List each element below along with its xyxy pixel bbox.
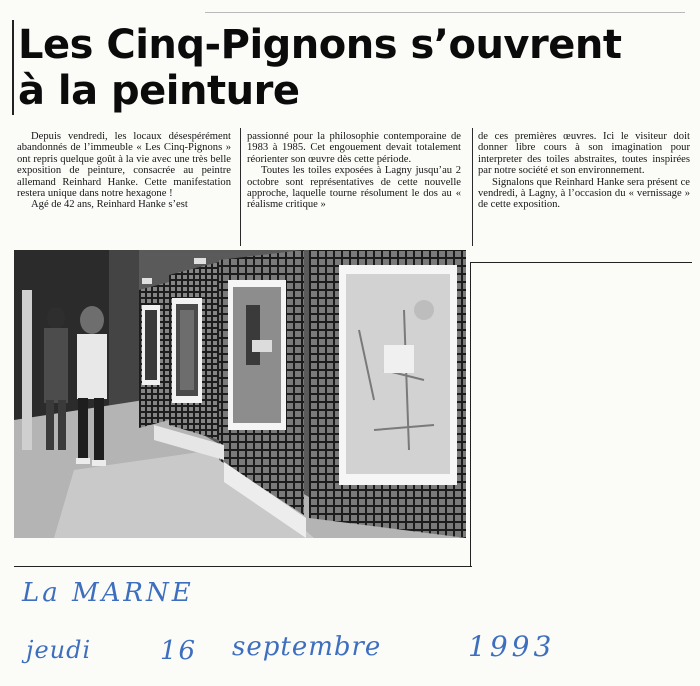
article-column-3: [478, 131, 690, 211]
column-1-paragraph-2: Agé de 42 ans, Reinhard Hanke s’est: [31, 199, 188, 211]
column-2-paragraph-2: Toutes les toiles exposées à Lagny jusqu’au 2 octobre sont représentatives de cette nouvelle approche, laquelle tourne résolument le dos au « réalisme critique »: [247, 165, 461, 211]
headline: [18, 22, 688, 114]
column-divider: [240, 128, 241, 246]
handwritten-newspaper-name: La MARNE: [22, 578, 194, 608]
column-3-paragraph-2: Signalons que Reinhard Hanke sera présent ce vendredi, à Lagny, à l’occasion du « vernissage » de cette exposition.: [478, 176, 690, 211]
headline-line-2: à la peinture: [18, 68, 300, 114]
article-column-2: [247, 131, 461, 211]
headline-line-1: Les Cinq-Pignons s’ouvrent: [18, 22, 622, 68]
handwritten-year: 1993: [468, 630, 556, 663]
handwritten-day: jeudi: [26, 636, 92, 664]
handwritten-date-number: 16: [160, 636, 198, 666]
column-3-paragraph-1: de ces premières œuvres. Ici le visiteur doit donner libre cours à son imagination pour interpreter des toiles abstraites, toutes inspirées par notre société et son environnement.: [478, 131, 690, 177]
top-rule: [205, 12, 685, 13]
article-column-1: [17, 131, 231, 211]
photo-bottom-rule: [14, 566, 472, 567]
article-rule: [470, 262, 692, 263]
exhibition-photo: [14, 250, 466, 538]
column-2-paragraph-1: passionné pour la philosophie contemporaine de 1983 à 1985. Cet engouement devait totalement réorienter son œuvre dès cette période.: [247, 131, 461, 165]
column-1-paragraph-1: Depuis vendredi, les locaux désespérément abandonnés de l’immeuble « Les Cinq-Pignons » ont repris quelque goût à la vie avec une très belle exposition de peinture, consacrée au peintre allemand Reinhard Hanke. Cette manifestation restera unique dans notre hexagone !: [17, 131, 231, 200]
handwritten-month: septembre: [232, 632, 382, 662]
column-divider: [472, 128, 473, 246]
headline-left-bar: [12, 20, 14, 115]
photo-side-rule: [470, 262, 471, 567]
exhibition-photo-drawing: [14, 250, 466, 538]
